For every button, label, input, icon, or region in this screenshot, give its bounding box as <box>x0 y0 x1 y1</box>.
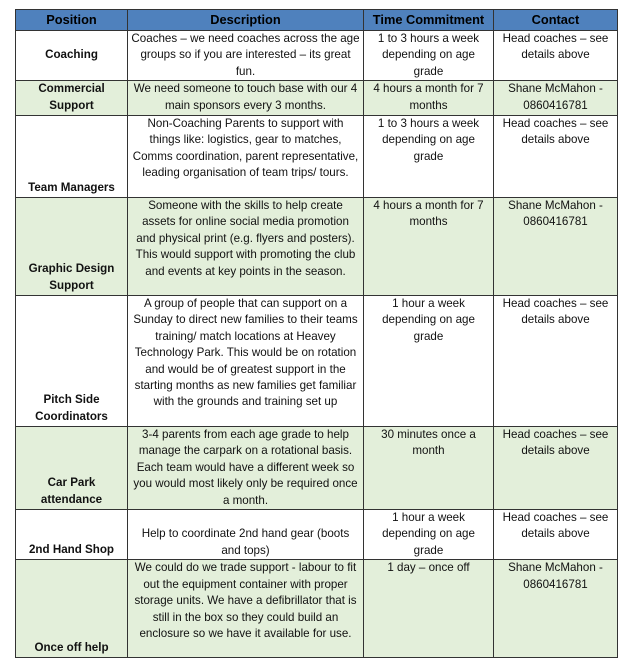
table-row <box>16 31 618 81</box>
volunteer-roles-table <box>15 9 618 658</box>
contact-cell: Head coaches – see details above <box>494 427 618 510</box>
time-cell: 1 hour a week depending on age grade <box>364 510 494 560</box>
position-cell: Pitch Side Coordinators <box>16 296 128 427</box>
contact-cell: Head coaches – see details above <box>494 116 618 198</box>
table-row <box>16 296 618 427</box>
header-contact: Contact <box>494 10 618 31</box>
description-cell: Someone with the skills to help create assets for online social media promotion and physical print (e.g. flyers and posters). This would support with promoting the club and events at key points in the season. <box>128 198 364 296</box>
header-position: Position <box>16 10 128 31</box>
contact-cell: Head coaches – see details above <box>494 31 618 81</box>
position-cell: 2nd Hand Shop <box>16 510 128 560</box>
contact-cell: Shane McMahon - 0860416781 <box>494 198 618 296</box>
position-cell: Car Park attendance <box>16 427 128 510</box>
time-cell: 1 to 3 hours a week depending on age grade <box>364 116 494 198</box>
position-cell: Team Managers <box>16 116 128 198</box>
table-row <box>16 510 618 560</box>
contact-cell: Head coaches – see details above <box>494 510 618 560</box>
header-time-commitment: Time Commitment <box>364 10 494 31</box>
contact-cell: Shane McMahon - 0860416781 <box>494 560 618 658</box>
header-row <box>16 10 618 31</box>
description-cell: We need someone to touch base with our 4 main sponsors every 3 months. <box>128 81 364 116</box>
table-row <box>16 427 618 510</box>
table-row <box>16 560 618 658</box>
time-cell: 4 hours a month for 7 months <box>364 81 494 116</box>
description-cell: Help to coordinate 2nd hand gear (boots and tops) <box>128 510 364 560</box>
time-cell: 1 day – once off <box>364 560 494 658</box>
description-cell: Coaches – we need coaches across the age groups so if you are interested – its great fun. <box>128 31 364 81</box>
description-cell: 3-4 parents from each age grade to help manage the carpark on a rotational basis. Each team would have a different week so you would most likely only be required once a month. <box>128 427 364 510</box>
contact-cell: Shane McMahon - 0860416781 <box>494 81 618 116</box>
time-cell: 30 minutes once a month <box>364 427 494 510</box>
description-cell: Non-Coaching Parents to support with things like: logistics, gear to matches, Comms coordination, parent representative, leading organisation of team trips/ tours. <box>128 116 364 198</box>
position-cell: Graphic Design Support <box>16 198 128 296</box>
position-cell: Once off help <box>16 560 128 658</box>
position-cell: Commercial Support <box>16 81 128 116</box>
table-row <box>16 198 618 296</box>
time-cell: 4 hours a month for 7 months <box>364 198 494 296</box>
contact-cell: Head coaches – see details above <box>494 296 618 427</box>
table-row <box>16 116 618 198</box>
description-cell: We could do we trade support - labour to fit out the equipment container with proper storage units. We have a defibrillator that is still in the box so they could build an enclosure so we have it available for use. <box>128 560 364 658</box>
header-description: Description <box>128 10 364 31</box>
time-cell: 1 to 3 hours a week depending on age grade <box>364 31 494 81</box>
position-cell: Coaching <box>16 31 128 81</box>
table-row <box>16 81 618 116</box>
time-cell: 1 hour a week depending on age grade <box>364 296 494 427</box>
description-cell: A group of people that can support on a Sunday to direct new families to their teams training/ match locations at Heavey Technology Park. This would be on rotation and would be of greatest support in the starting months as new families get familiar with the grounds and training set up <box>128 296 364 427</box>
